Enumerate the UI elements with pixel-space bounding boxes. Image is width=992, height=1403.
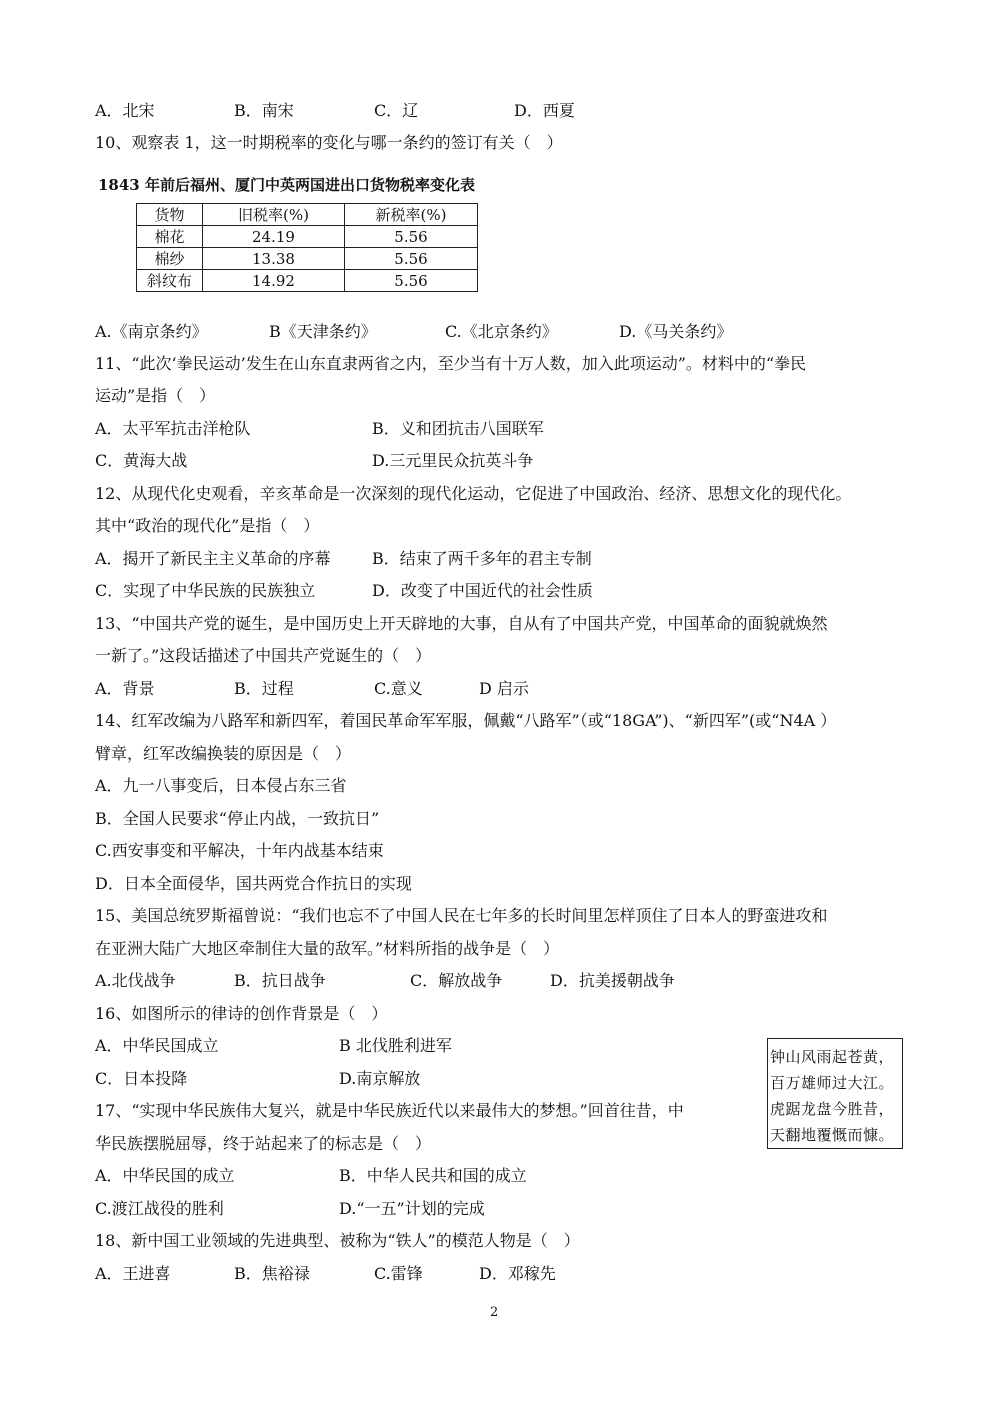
table-cell: 13.38: [203, 248, 345, 270]
q13-stem-line1: 13、“中国共产党的诞生，是中国历史上开天辟地的大事，自从有了中国共产党，中国革命的面貌就焕然: [95, 614, 828, 633]
q16-option-c: C．日本投降: [95, 1069, 188, 1088]
q17-option-b: B．中华人民共和国的成立: [339, 1166, 527, 1185]
q16-option-a: A．中华民国成立: [95, 1036, 219, 1055]
q12-stem-line2: 其中“政治的现代化”是指（ ）: [95, 516, 320, 535]
q9-option-d: D．西夏: [514, 101, 575, 120]
q13-option-a: A．背景: [95, 679, 155, 698]
table-row: [137, 226, 478, 248]
q13-option-d: D 启示: [479, 679, 529, 698]
q12-stem-line1: 12、从现代化史观看，辛亥革命是一次深刻的现代化运动，它促进了中国政治、经济、思想文化的现代化。: [95, 484, 852, 503]
page-number: 2: [490, 1305, 499, 1320]
q15-option-b: B．抗日战争: [234, 971, 326, 990]
q11-stem-line2: 运动”是指（ ）: [95, 386, 216, 405]
q15-stem-line1: 15、美国总统罗斯福曾说：“我们也忘不了中国人民在七年多的长时间里怎样顶住了日本人的野蛮进攻和: [95, 906, 828, 925]
poem-line: 虎踞龙盘今胜昔，: [770, 1100, 895, 1118]
table-header-cell: 新税率(%): [345, 204, 478, 226]
poem-box: [767, 1038, 903, 1149]
poem-line: 百万雄师过大江。: [770, 1074, 895, 1092]
q13-option-b: B．过程: [234, 679, 294, 698]
q12-option-a: A．揭开了新民主主义革命的序幕: [95, 549, 331, 568]
table-cell: 14.92: [203, 270, 345, 292]
q12-option-b: B．结束了两千多年的君主专制: [372, 549, 592, 568]
q17-stem-line1: 17、“实现中华民族伟大复兴，就是中华民族近代以来最伟大的梦想。”回首往昔，中: [95, 1101, 684, 1120]
q18-option-c: C.雷锋: [374, 1264, 423, 1283]
q16-option-d: D.南京解放: [339, 1069, 421, 1088]
q17-stem-line2: 华民族摆脱屈辱，终于站起来了的标志是（ ）: [95, 1134, 432, 1153]
q15-option-a: A.北伐战争: [95, 971, 176, 990]
table-cell: 5.56: [345, 270, 478, 292]
q18-option-d: D．邓稼先: [479, 1264, 556, 1283]
table-cell: 棉花: [137, 226, 203, 248]
q12-option-c: C．实现了中华民族的民族独立: [95, 581, 316, 600]
q11-option-d: D.三元里民众抗英斗争: [372, 451, 534, 470]
q10-option-d: D.《马关条约》: [619, 322, 733, 341]
q15-option-c: C．解放战争: [410, 971, 503, 990]
q18-option-b: B．焦裕禄: [234, 1264, 310, 1283]
q11-option-a: A．太平军抗击洋枪队: [95, 419, 251, 438]
poem-line: 天翻地覆慨而慷。: [770, 1126, 895, 1144]
table-header-row: [137, 204, 478, 226]
q13-stem-line2: 一新了。”这段话描述了中国共产党诞生的（ ）: [95, 646, 432, 665]
q15-option-d: D．抗美援朝战争: [550, 971, 675, 990]
q10-stem: 10、观察表 1，这一时期税率的变化与哪一条约的签订有关（ ）: [95, 133, 563, 152]
q14-option-b: B．全国人民要求“停止内战，一致抗日”: [95, 809, 380, 828]
q17-option-c: C.渡江战役的胜利: [95, 1199, 224, 1218]
table-cell: 棉纱: [137, 248, 203, 270]
q11-option-b: B．义和团抗击八国联军: [372, 419, 544, 438]
q16-option-b: B 北伐胜利进军: [339, 1036, 452, 1055]
q9-option-b: B．南宋: [234, 101, 294, 120]
table-header-cell: 旧税率(%): [203, 204, 345, 226]
q10-table-title: 1843 年前后福州、厦门中英两国进出口货物税率变化表: [98, 176, 475, 194]
q13-option-c: C.意义: [374, 679, 423, 698]
table-header-cell: 货物: [137, 204, 203, 226]
q14-stem-line2: 臂章，红军改编换装的原因是（ ）: [95, 744, 352, 763]
q12-option-d: D．改变了中国近代的社会性质: [372, 581, 593, 600]
q10-option-a: A.《南京条约》: [95, 322, 208, 341]
q10-option-b: B《天津条约》: [269, 322, 377, 341]
q18-option-a: A．王进喜: [95, 1264, 171, 1283]
q9-option-c: C．辽: [374, 101, 419, 120]
q14-option-a: A．九一八事变后，日本侵占东三省: [95, 776, 347, 795]
q17-option-a: A．中华民国的成立: [95, 1166, 235, 1185]
q11-stem-line1: 11、“此次‘拳民运动’发生在山东直隶两省之内，至少当有十万人数，加入此项运动”。材料中的“拳民: [95, 354, 807, 373]
table-cell: 5.56: [345, 248, 478, 270]
q14-stem-line1: 14、红军改编为八路军和新四军，着国民革命军军服，佩戴“八路军”（或“18GA”)、“新四军”(或“N4A ）: [95, 711, 837, 730]
table-row: [137, 248, 478, 270]
q16-stem: 16、如图所示的律诗的创作背景是（ ）: [95, 1004, 388, 1023]
table-cell: 24.19: [203, 226, 345, 248]
q17-option-d: D.“一五”计划的完成: [339, 1199, 485, 1218]
table-cell: 5.56: [345, 226, 478, 248]
q18-stem: 18、新中国工业领域的先进典型、被称为“铁人”的模范人物是（ ）: [95, 1231, 580, 1250]
tax-rate-table: [136, 203, 478, 292]
q9-option-a: A．北宋: [95, 101, 155, 120]
q11-option-c: C．黄海大战: [95, 451, 188, 470]
q14-option-d: D．日本全面侵华，国共两党合作抗日的实现: [95, 874, 412, 893]
q15-stem-line2: 在亚洲大陆广大地区牵制住大量的敌军。”材料所指的战争是（ ）: [95, 939, 560, 958]
q14-option-c: C.西安事变和平解决，十年内战基本结束: [95, 841, 384, 860]
table-row: [137, 270, 478, 292]
poem-line: 钟山风雨起苍黄，: [770, 1048, 895, 1066]
table-cell: 斜纹布: [137, 270, 203, 292]
q10-option-c: C.《北京条约》: [445, 322, 558, 341]
